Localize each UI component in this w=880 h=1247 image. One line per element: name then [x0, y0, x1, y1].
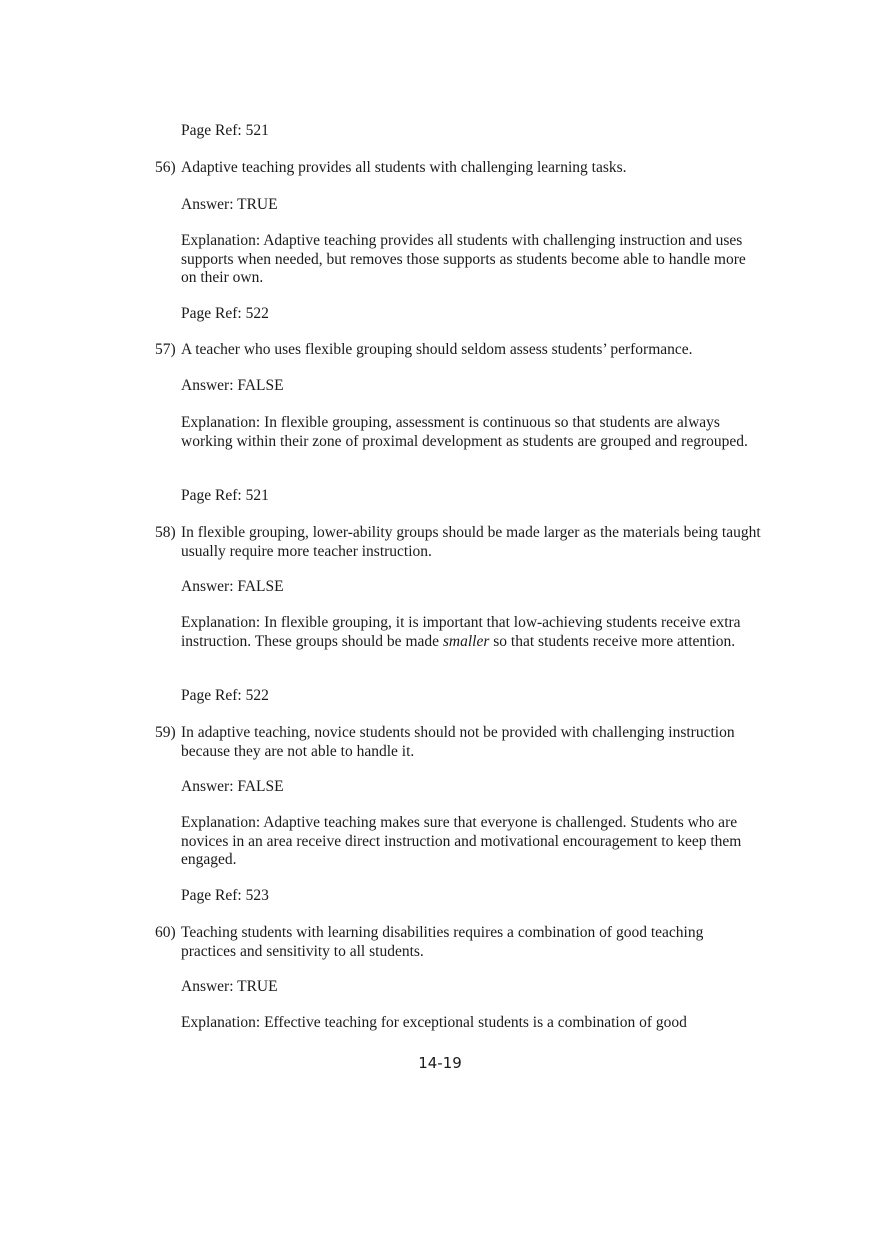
explanation-58 [181, 614, 761, 651]
explanation-text-end: so that students receive more attention. [489, 632, 736, 650]
answer-60: Answer: TRUE [181, 978, 278, 995]
explanation-59: Explanation: Adaptive teaching makes sure that everyone is challenged. Students who are novices in an area receive direct instruction and motivational encouragement to keep them engaged. [181, 814, 742, 868]
explanation-text: Explanation: In flexible grouping, it is important that low-achieving students receive extra instruction. These groups should be made [181, 614, 741, 650]
question-number: 60) [155, 924, 176, 941]
question-text: Teaching students with learning disabilities requires a combination of good teaching practices and sensitivity to all students. [181, 924, 704, 960]
question-number: 58) [155, 524, 176, 541]
explanation-57: Explanation: In flexible grouping, assessment is continuous so that students are always working within their zone of proximal development as students are grouped and regrouped. [181, 414, 748, 450]
explanation-56: Explanation: Adaptive teaching provides all students with challenging instruction and uses supports when needed, but removes those supports as students become able to handle more on their own. [181, 232, 746, 286]
question-58 [155, 524, 761, 561]
page-number: 14-19 [418, 1054, 462, 1072]
page-ref-57: Page Ref: 521 [181, 487, 269, 504]
question-59 [155, 724, 761, 761]
answer-59: Answer: FALSE [181, 778, 284, 795]
question-text: In flexible grouping, lower-ability groups should be made larger as the materials being taught usually require more teacher instruction. [181, 524, 761, 560]
answer-56: Answer: TRUE [181, 196, 278, 213]
question-57 [155, 341, 761, 360]
question-text: A teacher who uses flexible grouping should seldom assess students’ performance. [181, 341, 693, 358]
page-ref-top: Page Ref: 521 [181, 122, 269, 139]
emphasized-word: smaller [442, 632, 490, 650]
question-56 [155, 159, 761, 178]
question-text: Adaptive teaching provides all students with challenging learning tasks. [181, 159, 627, 176]
answer-58: Answer: FALSE [181, 578, 284, 595]
explanation-60: Explanation: Effective teaching for exceptional students is a combination of good [181, 1014, 687, 1031]
page-ref-56: Page Ref: 522 [181, 305, 269, 322]
question-60 [155, 924, 761, 961]
page-ref-59: Page Ref: 523 [181, 887, 269, 904]
question-number: 59) [155, 724, 176, 741]
question-number: 56) [155, 159, 176, 176]
question-text: In adaptive teaching, novice students should not be provided with challenging instruction because they are not able to handle it. [181, 724, 735, 760]
page-ref-58: Page Ref: 522 [181, 687, 269, 704]
question-number: 57) [155, 341, 176, 358]
answer-57: Answer: FALSE [181, 377, 284, 394]
